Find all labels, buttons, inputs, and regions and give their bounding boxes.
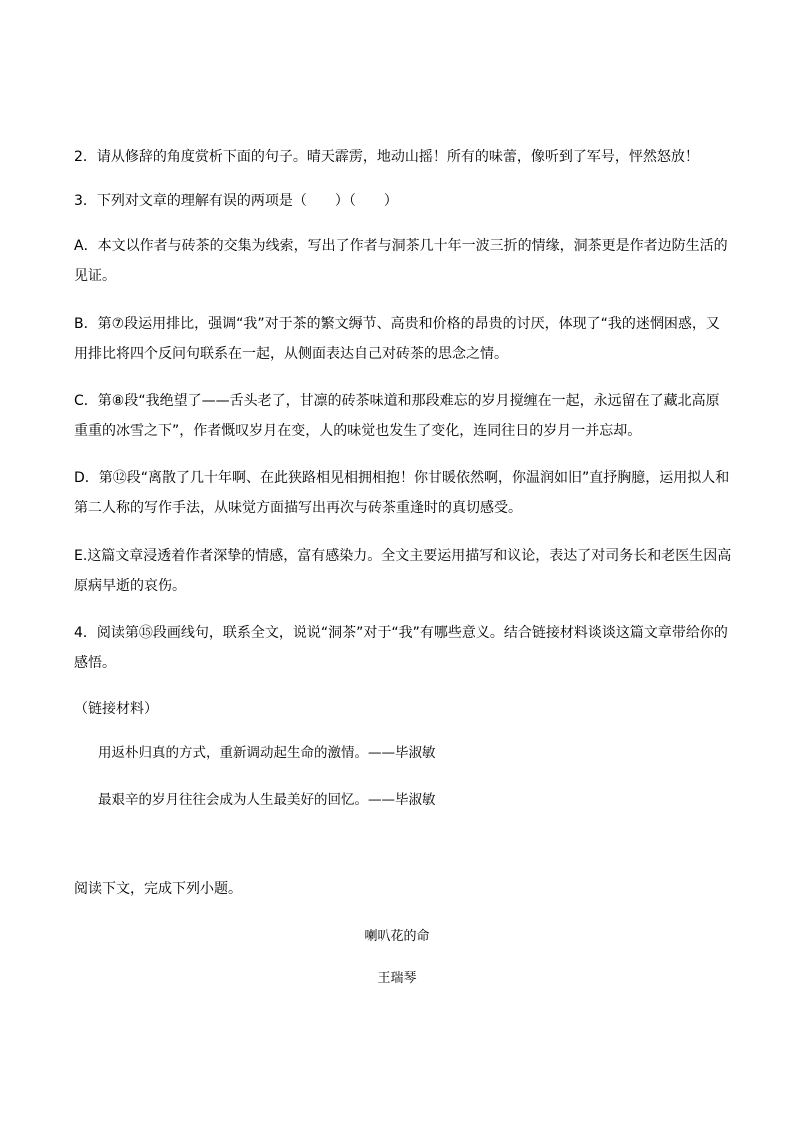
option-d-line-2: 第二人称的写作手法，从味觉方面描写出再次与砖茶重逢时的真切感受。 [74, 500, 522, 516]
question-4-line-2: 感悟。 [74, 655, 116, 671]
question-2: 2．请从修辞的角度赏析下面的句子。晴天霹雳，地动山摇！所有的味蕾，像听到了军号，怦然怒放！ [74, 149, 699, 165]
question-4-line-1: 4．阅读第⑮段画线句，联系全文，说说“洞茶”对于“我”有哪些意义。结合链接材料谈谈这篇文章带给你的 [74, 625, 728, 641]
link-material-quote-2: 最艰辛的岁月往往会成为人生最美好的回忆。——毕淑敏 [98, 792, 436, 808]
reading-instruction: 阅读下文，完成下列小题。 [74, 881, 242, 897]
option-b-line-2: 用排比将四个反问句联系在一起，从侧面表达自己对砖茶的思念之情。 [74, 346, 508, 362]
article-title: 喇叭花的命 [364, 929, 430, 944]
option-e-line-2: 原病早逝的哀伤。 [74, 578, 186, 594]
link-material-heading: （链接材料） [74, 701, 158, 717]
link-material-quote-1: 用返朴归真的方式，重新调动起生命的激情。——毕淑敏 [98, 745, 436, 761]
article-author: 王瑞琴 [377, 971, 417, 986]
question-3-stem: 3．下列对文章的理解有误的两项是（ ）（ ） [74, 193, 398, 209]
option-a-line-2: 见证。 [74, 268, 116, 284]
option-a-line-1: A．本文以作者与砖茶的交集为线索，写出了作者与洞茶几十年一波三折的情缘，洞茶更是作者边防生活的 [74, 238, 728, 254]
option-c-line-2: 重重的冰雪之下”，作者慨叹岁月在变，人的味觉也发生了变化，连同往日的岁月一并忘却。 [74, 423, 642, 439]
option-b-line-1: B．第⑦段运用排比，强调“我”对于茶的繁文缛节、高贵和价格的昂贵的讨厌，体现了“我的迷惘困惑，又 [74, 316, 720, 332]
option-d-line-1: D．第⑫段“离散了几十年啊、在此狭路相见相拥相抱！你甘暖依然啊，你温润如旧”直抒胸臆，运用拟人和 [74, 470, 730, 486]
option-e-line-1: E.这篇文章浸透着作者深挚的情感，富有感染力。全文主要运用描写和议论，表达了对司务长和老医生因高 [74, 548, 732, 564]
option-c-line-1: C．第⑧段“我绝望了——舌头老了，甘凛的砖茶味道和那段难忘的岁月搅缠在一起，永远留在了藏北高原 [74, 393, 720, 409]
